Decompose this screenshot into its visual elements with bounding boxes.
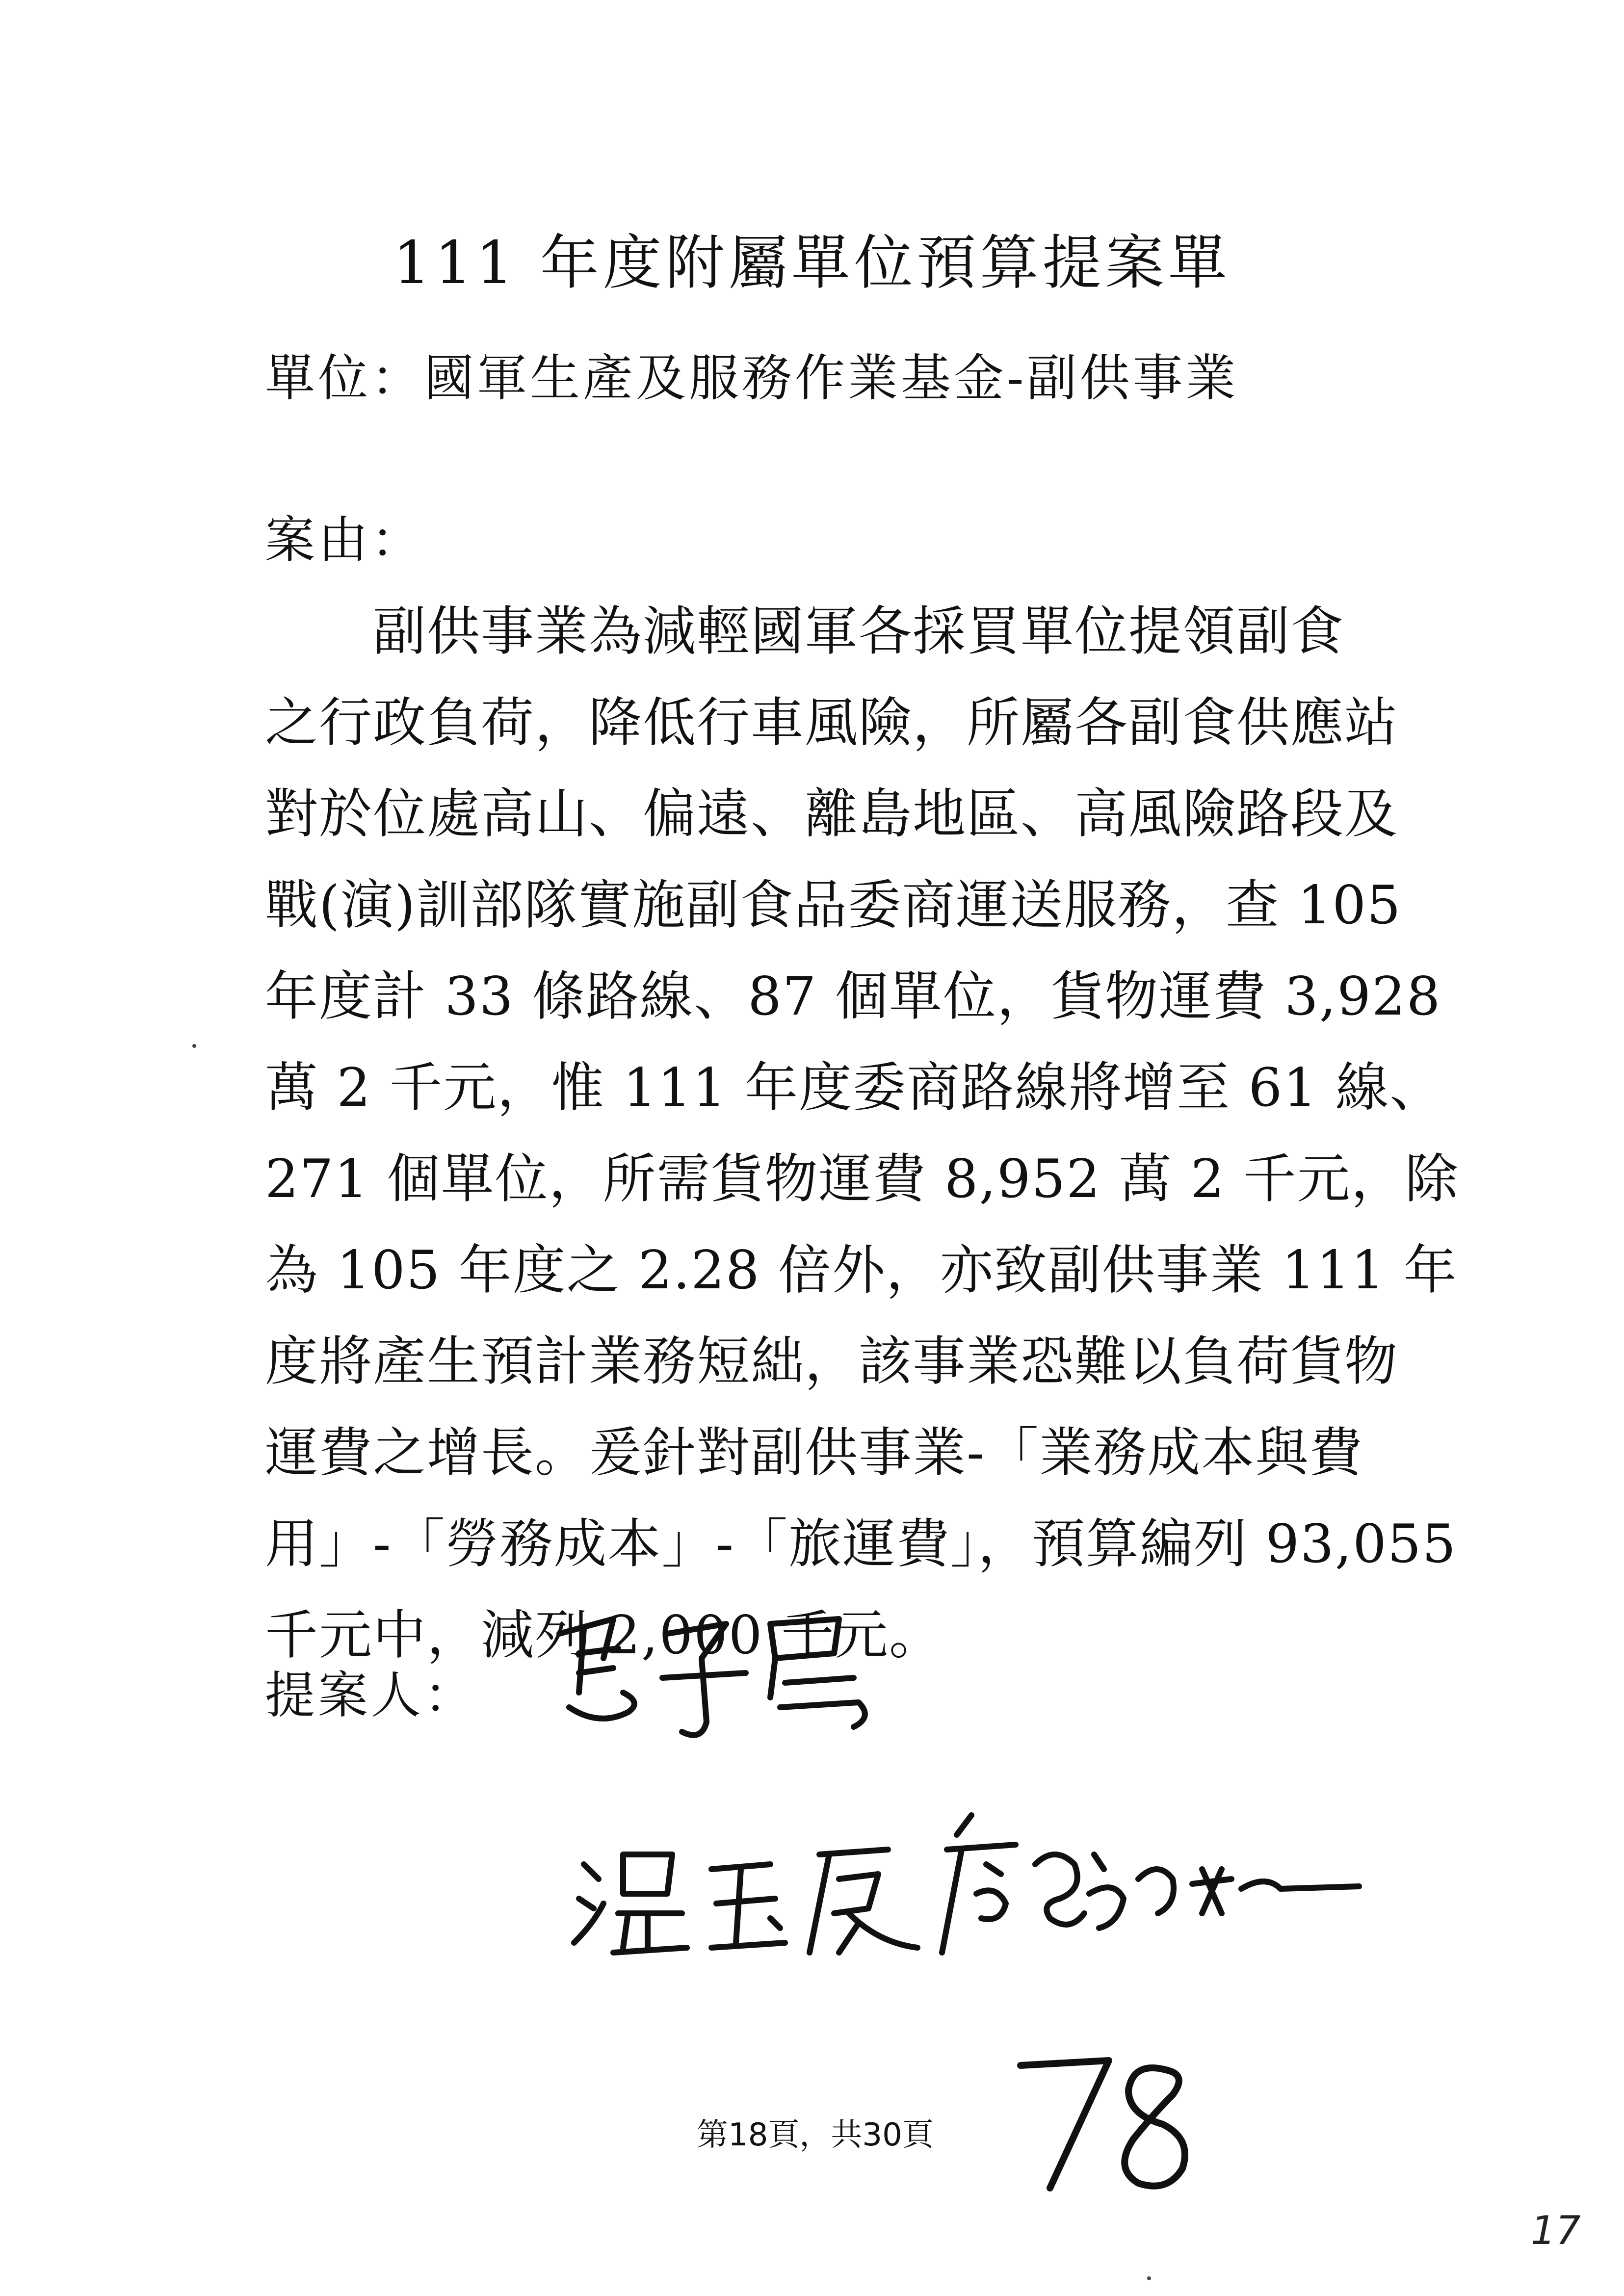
body-line: 戰(演)訓部隊實施副食品委商運送服務，查 105 xyxy=(265,875,1402,936)
body-line: 運費之增長。爰針對副供事業-「業務成本與費 xyxy=(265,1422,1363,1484)
document-title: 111 年度附屬單位預算提案單 xyxy=(393,229,1231,297)
signature-1 xyxy=(540,1599,883,1761)
body-line: 度將產生預計業務短絀，該事業恐難以負荷貨物 xyxy=(265,1331,1399,1392)
unit-line: 單位：國軍生產及服務作業基金-副供事業 xyxy=(265,349,1239,408)
scan-speck xyxy=(1147,2276,1151,2280)
corner-mark: 17 xyxy=(1531,2208,1581,2253)
page-number-text: 第18頁，共30頁 xyxy=(697,2117,934,2153)
body-line: 副供事業為減輕國軍各採買單位提領副食 xyxy=(373,601,1345,662)
body-line: 之行政負荷，降低行車風險，所屬各副食供應站 xyxy=(265,692,1399,754)
signature-2 xyxy=(564,1825,937,1972)
body-line: 271 個單位，所需貨物運費 8,952 萬 2 千元，除 xyxy=(265,1148,1459,1210)
handwritten-page-number xyxy=(1006,2041,1212,2203)
body-line: 為 105 年度之 2.28 倍外，亦致副供事業 111 年 xyxy=(265,1240,1458,1301)
proposer-label: 提案人： xyxy=(265,1667,477,1725)
reason-body xyxy=(265,586,1459,1681)
body-line: 萬 2 千元，惟 111 年度委商路線將增至 61 線、 xyxy=(265,1057,1444,1119)
scan-speck xyxy=(192,1044,196,1048)
reason-label: 案由： xyxy=(265,511,424,570)
body-line: 千元中，減列 2,000 千元。 xyxy=(265,1605,943,1666)
body-line: 對於位處高山、偏遠、離島地區、高風險路段及 xyxy=(265,783,1399,845)
body-line: 年度計 33 條路線、87 個單位，貨物運費 3,928 xyxy=(265,966,1441,1027)
signature-3 xyxy=(927,1805,1369,1972)
body-line: 用」-「勞務成本」-「旅運費」，預算編列 93,055 xyxy=(265,1513,1457,1575)
